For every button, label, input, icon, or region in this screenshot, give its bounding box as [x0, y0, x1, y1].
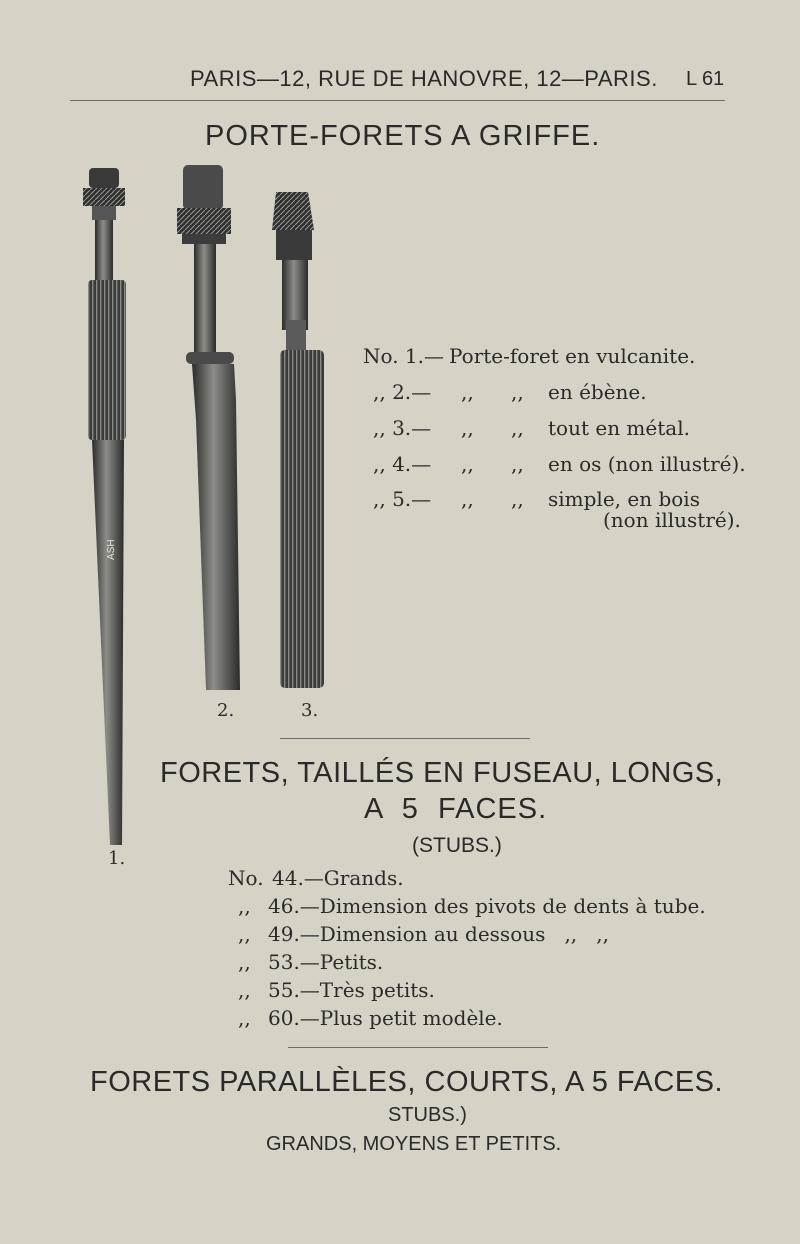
figure-label-2: 2.: [217, 700, 235, 721]
item-description: simple, en bois: [548, 487, 700, 511]
ditto-mark: ,,: [461, 416, 474, 440]
tool-2-ebene: [177, 165, 240, 690]
tool-1-engraving: ASH: [106, 539, 117, 560]
section3-title: FORETS PARALLÈLES, COURTS, A 5 FACES.: [90, 1066, 724, 1098]
figure-label-1: 1.: [108, 848, 126, 869]
item-description: tout en métal.: [548, 416, 690, 440]
section1-title: PORTE-FORETS A GRIFFE.: [205, 120, 601, 152]
porte-foret-item-5-continuation: (non illustré).: [603, 508, 741, 532]
tool-1-vulcanite: [83, 168, 126, 845]
page-number: L 61: [686, 68, 725, 90]
ditto-mark: ,,: [511, 416, 524, 440]
section2-title-line1: FORETS, TAILLÉS EN FUSEAU, LONGS,: [160, 757, 724, 789]
section2-divider: [288, 1047, 548, 1048]
ditto-mark: ,,: [511, 452, 524, 476]
ditto-mark: ,,: [511, 487, 524, 511]
item-prefix: ,,: [238, 894, 251, 918]
item-prefix: ,,: [238, 1006, 251, 1030]
tool-3-metal: [272, 192, 324, 688]
section2-title-line2: A 5 FACES.: [364, 793, 548, 825]
item-number: No. 1.—: [363, 344, 444, 368]
item-number: ,, 2.—: [373, 380, 432, 404]
item-description: en ébène.: [548, 380, 647, 404]
item-description: 53.—Petits.: [268, 950, 384, 974]
item-prefix: ,,: [238, 978, 251, 1002]
item-description: 44.—Grands.: [272, 866, 404, 890]
item-description: 49.—Dimension au dessous ,, ,,: [268, 922, 609, 946]
item-prefix: ,,: [238, 950, 251, 974]
section3-subtitle: STUBS.): [388, 1104, 467, 1126]
header-address: PARIS—12, RUE DE HANOVRE, 12—PARIS.: [190, 66, 658, 91]
item-number: ,, 3.—: [373, 416, 432, 440]
item-description: 46.—Dimension des pivots de dents à tube.: [268, 894, 706, 918]
item-description: Porte-foret en vulcanite.: [449, 344, 696, 368]
item-description: en os (non illustré).: [548, 452, 746, 476]
item-number: ,, 4.—: [373, 452, 432, 476]
ditto-mark: ,,: [511, 380, 524, 404]
section1-divider: [280, 738, 530, 739]
ditto-mark: ,,: [461, 380, 474, 404]
section3-subtitle2: GRANDS, MOYENS ET PETITS.: [266, 1133, 562, 1155]
figure-label-3: 3.: [301, 700, 319, 721]
item-prefix: ,,: [238, 922, 251, 946]
ditto-mark: ,,: [461, 452, 474, 476]
item-prefix: No.: [228, 866, 264, 890]
ditto-mark: ,,: [461, 487, 474, 511]
item-description: 60.—Plus petit modèle.: [268, 1006, 503, 1030]
section2-subtitle: (STUBS.): [412, 834, 502, 857]
item-description: 55.—Très petits.: [268, 978, 435, 1002]
item-number: ,, 5.—: [373, 487, 432, 511]
